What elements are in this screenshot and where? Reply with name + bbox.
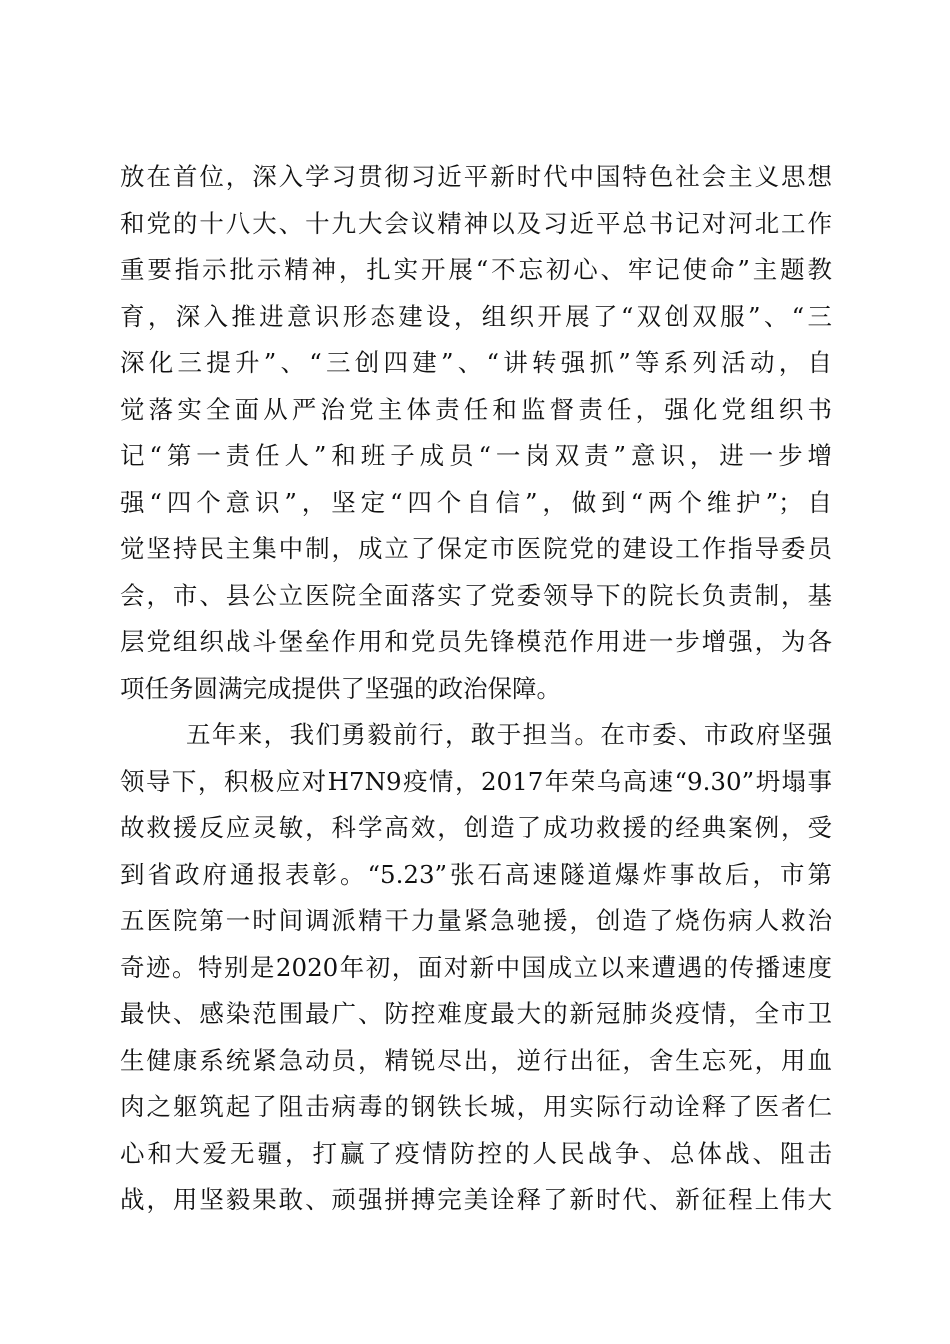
- paragraph-1: [120, 154, 832, 712]
- text-line: 重要指示批示精神，扎实开展“不忘初心、牢记使命”主题教: [120, 255, 832, 284]
- text-line: 故救援反应灵敏，科学高效，创造了成功救援的经典案例，受: [120, 813, 832, 842]
- text-line: 记“第一责任人”和班子成员“一岗双责”意识，进一步增: [120, 441, 832, 470]
- text-line: 心和大爱无疆，打赢了疫情防控的人民战争、总体战、阻击: [120, 1138, 832, 1168]
- text-line: 领导下，积极应对H7N9疫情，2017年荣乌高速“9.30”坍塌事: [120, 766, 832, 796]
- text-line: 层党组织战斗堡垒作用和党员先锋模范作用进一步增强，为各: [120, 627, 832, 656]
- text-line: 育，深入推进意识形态建设，组织开展了“双创双服”、“三: [120, 301, 832, 331]
- text-line: 到省政府通报表彰。“5.23”张石高速隧道爆炸事故后，市第: [120, 859, 832, 889]
- paragraph-2: [120, 712, 832, 1224]
- text-line: 放在首位，深入学习贯彻习近平新时代中国特色社会主义思想: [120, 162, 832, 191]
- text-line: 深化三提升”、“三创四建”、“讲转强抓”等系列活动，自: [120, 348, 832, 377]
- text-line: 会，市、县公立医院全面落实了党委领导下的院长负责制，基: [120, 580, 832, 610]
- text-line: 肉之躯筑起了阻击病毒的钢铁长城，用实际行动诠释了医者仁: [120, 1092, 832, 1121]
- text-line: 和党的十八大、十九大会议精神以及习近平总书记对河北工作: [120, 208, 832, 238]
- text-line: 生健康系统紧急动员，精锐尽出，逆行出征，舍生忘死，用血: [120, 1045, 832, 1075]
- text-line: 最快、感染范围最广、防控难度最大的新冠肺炎疫情，全市卫: [120, 999, 832, 1028]
- text-line: 觉落实全面从严治党主体责任和监督责任，强化党组织书: [120, 394, 832, 424]
- body-text: [120, 154, 832, 1224]
- text-line: 五医院第一时间调派精干力量紧急驰援，创造了烧伤病人救治: [120, 906, 832, 935]
- text-line: 奇迹。特别是2020年初，面对新中国成立以来遭遇的传播速度: [120, 952, 832, 982]
- text-line: 觉坚持民主集中制，成立了保定市医院党的建设工作指导委员: [120, 534, 832, 563]
- text-line: 战，用坚毅果敢、顽强拼搏完美诠释了新时代、新征程上伟大: [120, 1185, 832, 1214]
- text-line: 强“四个意识”，坚定“四个自信”，做到“两个维护”；自: [120, 487, 832, 517]
- text-line: 五年来，我们勇毅前行，敢于担当。在市委、市政府坚强: [186, 720, 832, 749]
- text-line: 项任务圆满完成提供了坚强的政治保障。: [120, 673, 561, 703]
